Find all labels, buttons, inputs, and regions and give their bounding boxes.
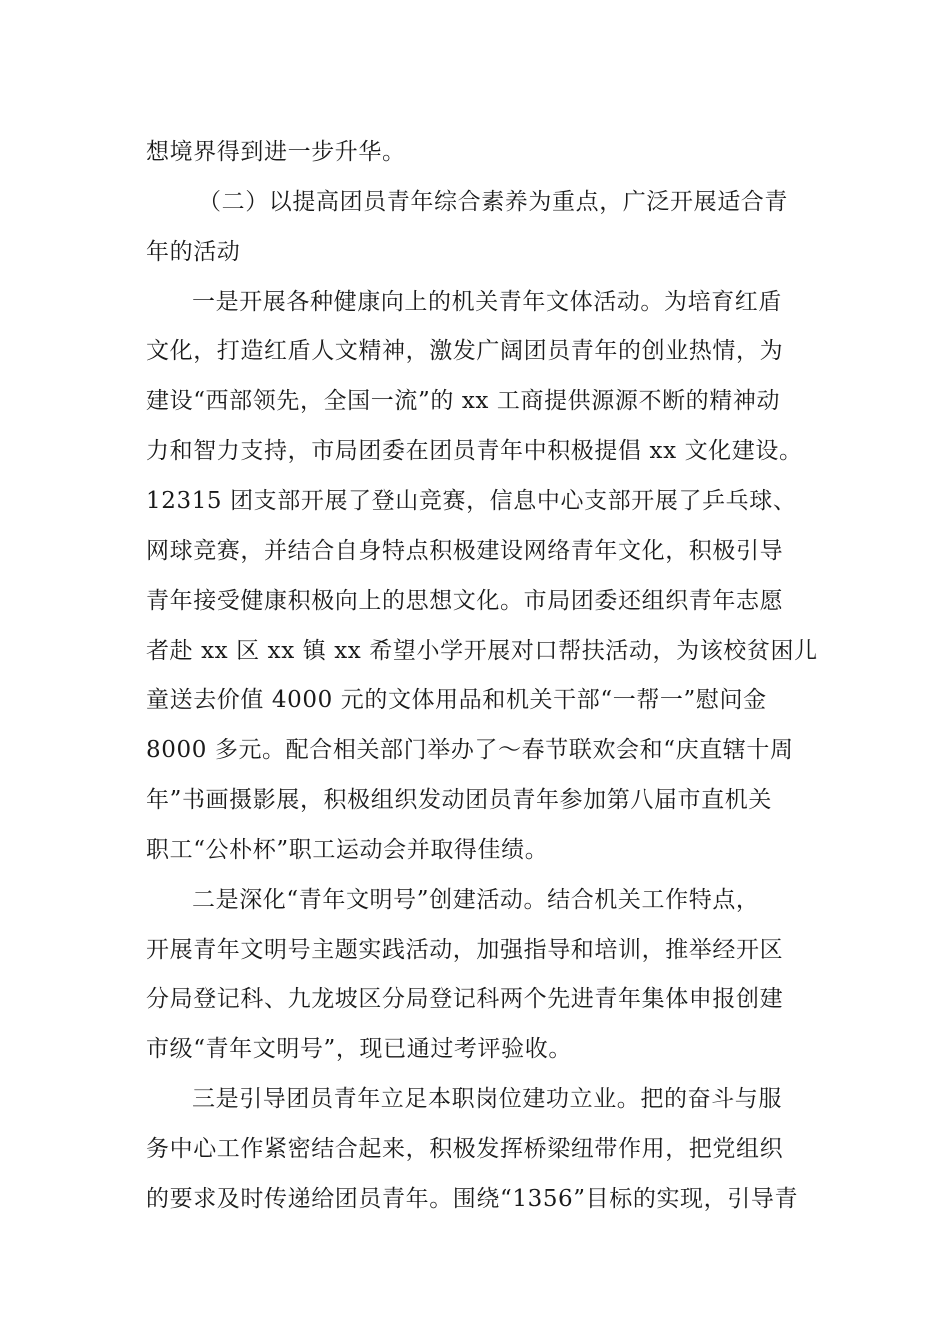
text-line: 网球竞赛，并结合自身特点积极建设网络青年文化，积极引导: [146, 538, 784, 564]
text-line: 建设“西部领先，全国一流”的 xx 工商提供源源不断的精神动: [146, 388, 781, 414]
text-line: 的要求及时传递给团员青年。围绕“1356”目标的实现，引导青: [146, 1186, 799, 1212]
text-line: 想境界得到进一步升华。: [146, 139, 406, 165]
text-line: 者赴 xx 区 xx 镇 xx 希望小学开展对口帮扶活动，为该校贫困儿: [146, 638, 818, 664]
text-line: 开展青年文明号主题实践活动，加强指导和培训，推举经开区: [146, 937, 784, 963]
text-line: 力和智力支持，市局团委在团员青年中积极提倡 xx 文化建设。: [146, 438, 803, 464]
text-line: 童送去价值 4000 元的文体用品和机关干部“一帮一”慰问金: [146, 687, 767, 713]
text-line: 务中心工作紧密结合起来，积极发挥桥梁纽带作用，把党组织: [146, 1136, 784, 1162]
section-heading-line: 年的活动: [146, 239, 241, 265]
text-line: 二是深化“青年文明号”创建活动。结合机关工作特点，: [192, 887, 760, 913]
text-line: 12315 团支部开展了登山竞赛，信息中心支部开展了乒乓球、: [146, 488, 797, 514]
text-line: 文化，打造红盾人文精神，激发广阔团员青年的创业热情，为: [146, 338, 784, 364]
section-heading-line: （二）以提高团员青年综合素养为重点，广泛开展适合青: [198, 189, 788, 215]
text-line: 职工“公朴杯”职工运动会并取得佳绩。: [146, 837, 549, 863]
text-line: 市级“青年文明号”，现已通过考评验收。: [146, 1036, 572, 1062]
text-line: 8000 多元。配合相关部门举办了～春节联欢会和“庆直辖十周: [146, 737, 794, 763]
text-line: 青年接受健康积极向上的思想文化。市局团委还组织青年志愿: [146, 588, 784, 614]
text-line: 年”书画摄影展，积极组织发动团员青年参加第八届市直机关: [146, 787, 772, 813]
text-line: 一是开展各种健康向上的机关青年文体活动。为培育红盾: [192, 289, 782, 315]
text-line: 分局登记科、九龙坡区分局登记科两个先进青年集体申报创建: [146, 986, 784, 1012]
text-line: 三是引导团员青年立足本职岗位建功立业。把的奋斗与服: [192, 1086, 782, 1112]
